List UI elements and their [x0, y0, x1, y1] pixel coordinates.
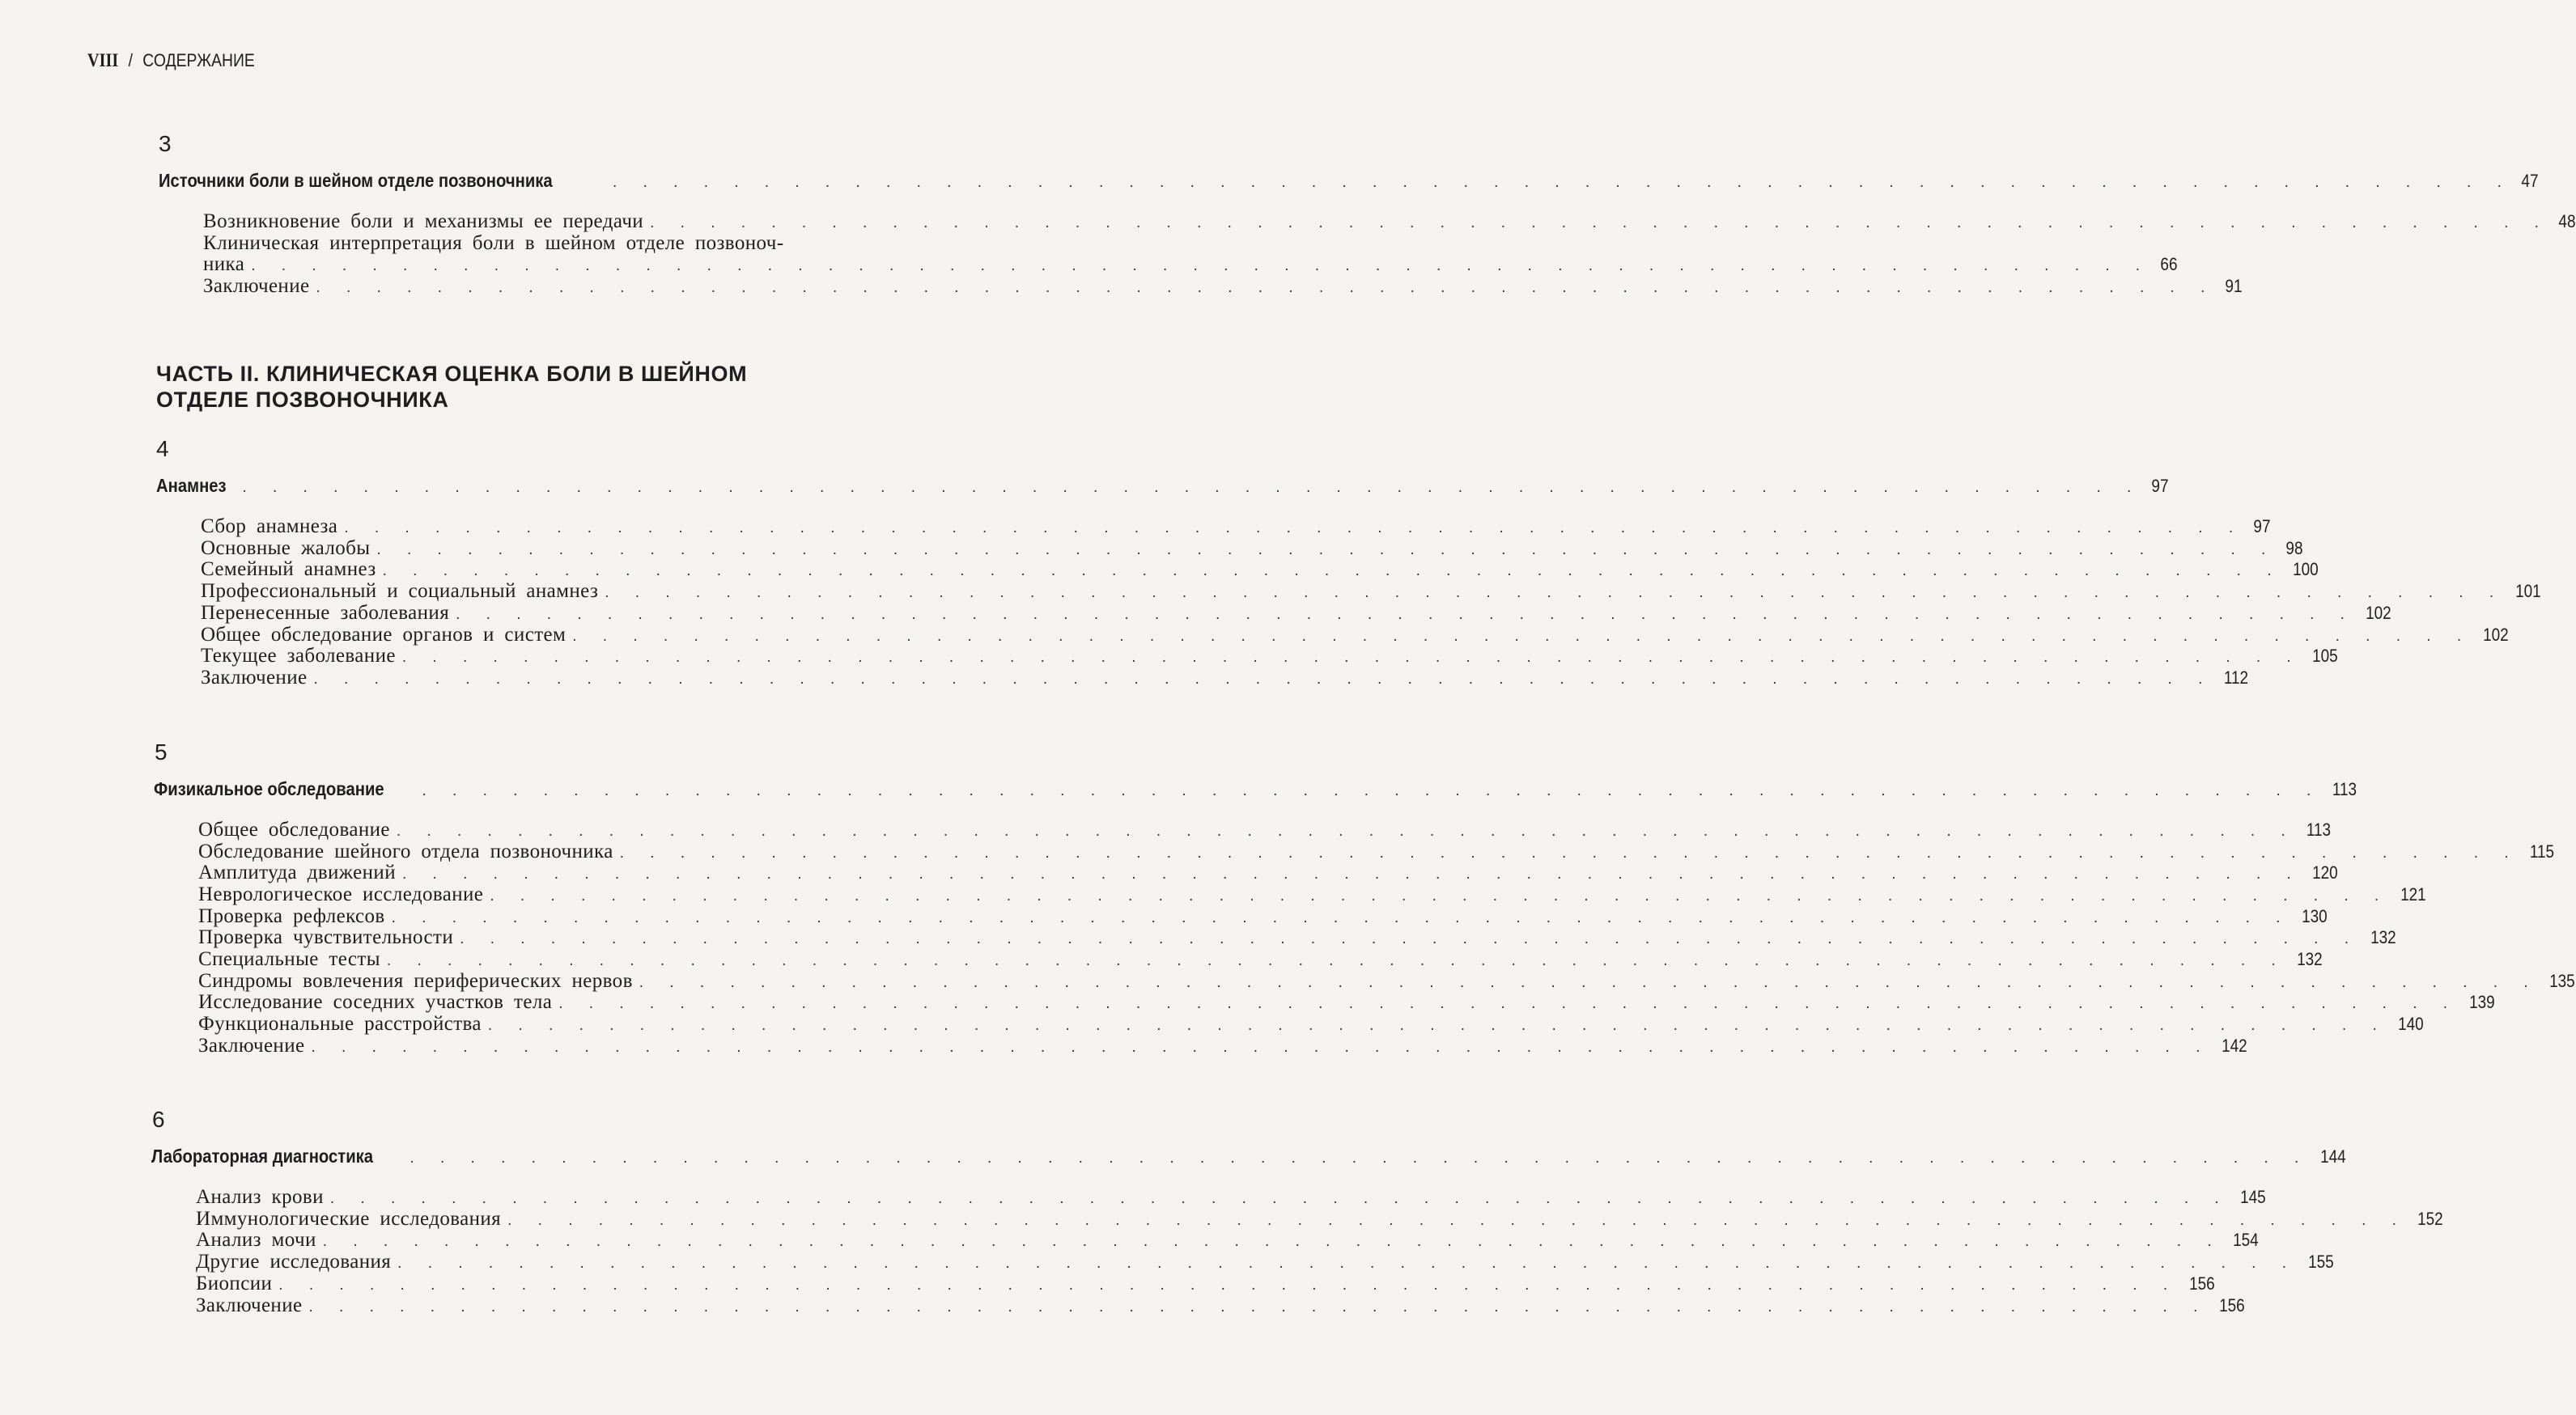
dot-leader: . . . . . . . . . . . . . . . . . . . . . . . . . . . . . . . . . . . . . . . . . . . . . . . . . . . . . . . . . . . . . . .	[572, 628, 2472, 645]
toc-entry-title: Исследование соседних участков тела	[198, 991, 553, 1013]
toc-entry[interactable]	[198, 926, 2396, 949]
dot-leader: . . . . . . . . . . . . . . . . . . . . . . . . . . . . . . . . . . . . . . . . . . . . . . . . . . . . . . . . . . . . . . .	[316, 279, 2216, 296]
dot-leader: . . . . . . . . . . . . . . . . . . . . . . . . . . . . . . . . . . . . . . . . . . . . . . . . . . . . . . . . . . . . . . .	[397, 1255, 2298, 1272]
toc-entry-title: Семейный анамнез	[201, 558, 376, 580]
dot-leader: . . . . . . . . . . . . . . . . . . . . . . . . . . . . . . . . . . . . . . . . . . . . . . . . . . . . . . . . . . . . . . .	[278, 1277, 2179, 1294]
toc-entry[interactable]	[203, 210, 2576, 233]
toc-entry-title: Неврологическое исследование	[198, 883, 484, 905]
toc-page-number: 102	[2482, 625, 2509, 645]
chapter-number: 3	[159, 131, 172, 156]
page-folio: VIII	[87, 50, 119, 70]
toc-entry[interactable]	[201, 667, 2248, 689]
toc-page-number: 130	[2302, 906, 2328, 926]
toc-page-number: 135	[2549, 971, 2575, 991]
toc-page-number: 139	[2468, 992, 2495, 1012]
toc-entry-title: Анализ мочи	[196, 1229, 316, 1251]
dot-leader: . . . . . . . . . . . . . . . . . . . . . . . . . . . . . . . . . . . . . . . . . . . . . . . . . . . . . . . . . . . . . . .	[401, 649, 2302, 666]
toc-entry-title: Иммунологические исследования	[196, 1208, 502, 1230]
toc-page-number: 91	[2225, 276, 2243, 296]
toc-chapter-entry[interactable]	[151, 1146, 2346, 1167]
toc-entry[interactable]	[198, 905, 2328, 928]
toc-entry[interactable]	[201, 645, 2338, 667]
dot-leader: . . . . . . . . . . . . . . . . . . . . . . . . . . . . . . . . . . . . . . . . . . . . . . . . . . . . . . . . . . . . . . .	[456, 606, 2356, 623]
toc-page-number: 66	[2160, 254, 2178, 274]
chapter-number: 4	[156, 436, 169, 461]
toc-page-number: 144	[2319, 1146, 2346, 1167]
toc-entry-title: Заключение	[203, 275, 310, 297]
dot-leader: . . . . . . . . . . . . . . . . . . . . . . . . . . . . . . . . . . . . . . . . . . . . . . . . . . . . . . . . . . . . . . .	[605, 584, 2505, 601]
toc-page-number: 132	[2297, 949, 2323, 969]
dot-leader: . . . . . . . . . . . . . . . . . . . . . . . . . . . . . . . . . . . . . . . . . . . . . . . . . . . . . . . . . . . . . . .	[401, 866, 2302, 883]
dot-leader: . . . . . . . . . . . . . . . . . . . . . . . . . . . . . . . . . . . . . . . . . . . . . . . . . . . . . . . . . . . . . . .	[639, 974, 2540, 991]
toc-entry-title: Заключение	[196, 1294, 303, 1316]
toc-entry[interactable]	[196, 1229, 2259, 1252]
dot-leader: . . . . . . . . . . . . . . . . . . . . . . . . . . . . . . . . . . . . . . . . . . . . . . . . . . . . . . . . . . . . . . .	[391, 909, 2291, 926]
toc-entry[interactable]	[196, 1273, 2215, 1295]
toc-entry-title-line1: Клиническая интерпретация боли в шейном отделе позвоноч-	[203, 232, 784, 254]
toc-entry-title: ника	[203, 253, 245, 275]
toc-entry-title: Профессиональный и социальный анамнез	[201, 580, 599, 602]
toc-entry-title: Сбор анамнеза	[201, 515, 338, 537]
toc-page-number: 121	[2400, 884, 2426, 904]
part-title-line: ОТДЕЛЕ ПОЗВОНОЧНИКА	[156, 388, 449, 412]
toc-entry-title: Заключение	[198, 1035, 305, 1057]
dot-leader: . . . . . . . . . . . . . . . . . . . . . . . . . . . . . . . . . . . . . . . . . . . . . . . . . . . . . . . . . . . . . . .	[487, 1017, 2388, 1034]
toc-entry[interactable]	[198, 841, 2555, 863]
toc-entry-title: Общее обследование	[198, 819, 390, 841]
toc-entry-title: Основные жалобы	[201, 537, 371, 559]
toc-entry[interactable]	[198, 991, 2495, 1014]
toc-page-number: 105	[2312, 646, 2338, 666]
dot-leader: . . . . . . . . . . . . . . . . . . . . . . . . . . . . . . . . . . . . . . . . . . . . . . . . . . . . . . . . . . . . . . .	[460, 930, 2360, 947]
toc-page-number: 156	[2219, 1295, 2245, 1315]
dot-leader: . . . . . . . . . . . . . . . . . . . . . . . . . . . . . . . . . . . . . . . . . . . . . . . . . . . . . . . . . . . . . . .	[242, 479, 2142, 496]
dot-leader: . . . . . . . . . . . . . . . . . . . . . . . . . . . . . . . . . . . . . . . . . . . . . . . . . . . . . . . . . . . . . . .	[613, 174, 2513, 191]
toc-entry[interactable]	[198, 948, 2323, 971]
toc-entry-title: Специальные тесты	[198, 948, 380, 970]
toc-entry[interactable]	[201, 580, 2541, 603]
toc-entry[interactable]	[201, 515, 2271, 538]
toc-page-number: 48	[2558, 211, 2576, 231]
toc-page-number: 97	[2151, 476, 2169, 496]
dot-leader: . . . . . . . . . . . . . . . . . . . . . . . . . . . . . . . . . . . . . . . . . . . . . . . . . . . . . . . . . . . . . . .	[410, 1150, 2310, 1167]
toc-entry-title: Заключение	[201, 667, 308, 688]
dot-leader: . . . . . . . . . . . . . . . . . . . . . . . . . . . . . . . . . . . . . . . . . . . . . . . . . . . . . . . . . . . . . . .	[311, 1039, 2211, 1056]
toc-page-number: 113	[2332, 779, 2357, 799]
dot-leader: . . . . . . . . . . . . . . . . . . . . . . . . . . . . . . . . . . . . . . . . . . . . . . . . . . . . . . . . . . . . . . .	[251, 257, 2151, 274]
toc-page-number: 142	[2222, 1036, 2247, 1056]
toc-chapter-entry[interactable]	[156, 475, 2169, 497]
toc-entry[interactable]	[198, 1013, 2424, 1036]
toc-entry[interactable]	[198, 1035, 2247, 1057]
toc-entry[interactable]	[196, 1251, 2334, 1273]
toc-entry[interactable]	[201, 537, 2303, 560]
dot-leader: . . . . . . . . . . . . . . . . . . . . . . . . . . . . . . . . . . . . . . . . . . . . . . . . . . . . . . . . . . . . . . .	[322, 1233, 2223, 1250]
toc-page-number: 101	[2514, 581, 2541, 601]
part-title-line: ЧАСТЬ II. КЛИНИЧЕСКАЯ ОЦЕНКА БОЛИ В ШЕЙНОМ	[156, 362, 748, 386]
running-head	[87, 50, 255, 71]
chapter-number: 6	[152, 1107, 165, 1132]
toc-page-number: 120	[2312, 862, 2339, 883]
dot-leader: . . . . . . . . . . . . . . . . . . . . . . . . . . . . . . . . . . . . . . . . . . . . . . . . . . . . . . . . . . . . . . .	[558, 995, 2459, 1012]
dot-leader: . . . . . . . . . . . . . . . . . . . . . . . . . . . . . . . . . . . . . . . . . . . . . . . . . . . . . . . . . . . . . . .	[308, 1298, 2209, 1315]
toc-page-number: 152	[2417, 1209, 2444, 1229]
dot-leader: . . . . . . . . . . . . . . . . . . . . . . . . . . . . . . . . . . . . . . . . . . . . . . . . . . . . . . . . . . . . . . .	[382, 562, 2282, 579]
toc-page-number: 154	[2233, 1230, 2259, 1250]
dot-leader: . . . . . . . . . . . . . . . . . . . . . . . . . . . . . . . . . . . . . . . . . . . . . . . . . . . . . . . . . . . . . . .	[344, 519, 2244, 536]
toc-page-number: 155	[2307, 1252, 2334, 1272]
toc-page-number: 98	[2285, 538, 2303, 558]
toc-entry[interactable]	[196, 1186, 2266, 1209]
toc-chapter-entry[interactable]	[154, 778, 2357, 800]
toc-chapter-title: Анамнез	[156, 475, 227, 496]
dot-leader: . . . . . . . . . . . . . . . . . . . . . . . . . . . . . . . . . . . . . . . . . . . . . . . . . . . . . . . . . . . . . . .	[329, 1190, 2230, 1207]
toc-page-number: 113	[2307, 820, 2332, 840]
toc-page-number: 112	[2223, 667, 2248, 688]
part-title	[156, 361, 747, 413]
toc-entry[interactable]	[201, 602, 2392, 625]
toc-page-number: 100	[2293, 559, 2319, 579]
dot-leader: . . . . . . . . . . . . . . . . . . . . . . . . . . . . . . . . . . . . . . . . . . . . . . . . . . . . . . . . . . . . . . .	[422, 782, 2322, 799]
toc-page-number: 97	[2253, 516, 2271, 536]
toc-page-number: 156	[2188, 1273, 2215, 1294]
dot-leader: . . . . . . . . . . . . . . . . . . . . . . . . . . . . . . . . . . . . . . . . . . . . . . . . . . . . . . . . . . . . . . .	[490, 888, 2390, 904]
toc-entry-title: Синдромы вовлечения периферических нервов	[198, 970, 633, 992]
toc-entry-title: Анализ крови	[196, 1186, 324, 1208]
toc-entry[interactable]	[201, 624, 2509, 646]
toc-page-number: 140	[2398, 1014, 2424, 1034]
toc-chapter-title: Лабораторная диагностика	[151, 1146, 374, 1167]
toc-entry-title: Общее обследование органов и систем	[201, 624, 567, 646]
toc-entry-title: Проверка чувствительности	[198, 926, 454, 948]
dot-leader: . . . . . . . . . . . . . . . . . . . . . . . . . . . . . . . . . . . . . . . . . . . . . . . . . . . . . . . . . . . . . . .	[650, 214, 2550, 231]
toc-entry[interactable]	[196, 1208, 2444, 1231]
toc-entry-title: Обследование шейного отдела позвоночника	[198, 841, 613, 862]
toc-entry[interactable]	[198, 883, 2426, 906]
toc-entry[interactable]	[203, 275, 2243, 298]
toc-entry[interactable]	[203, 253, 2178, 276]
toc-entry-title: Возникновение боли и механизмы ее передачи	[203, 210, 644, 232]
toc-chapter-title: Физикальное обследование	[154, 778, 384, 799]
toc-page-number: 132	[2370, 927, 2396, 947]
toc-entry-title: Другие исследования	[196, 1251, 392, 1273]
running-head-section: СОДЕРЖАНИЕ	[142, 50, 255, 70]
toc-entry[interactable]	[198, 970, 2575, 993]
running-head-separator: /	[128, 50, 133, 70]
dot-leader: . . . . . . . . . . . . . . . . . . . . . . . . . . . . . . . . . . . . . . . . . . . . . . . . . . . . . . . . . . . . . . .	[313, 671, 2213, 688]
chapter-number: 5	[155, 739, 168, 765]
toc-entry[interactable]	[198, 819, 2332, 841]
toc-page-number: 145	[2240, 1187, 2266, 1207]
toc-entry-title: Текущее заболевание	[201, 645, 396, 667]
toc-entry-title: Перенесенные заболевания	[201, 602, 450, 624]
dot-leader: . . . . . . . . . . . . . . . . . . . . . . . . . . . . . . . . . . . . . . . . . . . . . . . . . . . . . . . . . . . . . . .	[386, 952, 2287, 969]
toc-entry[interactable]	[196, 1294, 2245, 1317]
toc-page-number: 102	[2366, 603, 2392, 623]
toc-chapter-title: Источники боли в шейном отделе позвоночника	[159, 170, 553, 191]
toc-page-number: 47	[2521, 171, 2539, 191]
toc-entry-title: Амплитуда движений	[198, 862, 396, 883]
toc-entry[interactable]	[201, 558, 2319, 581]
dot-leader: . . . . . . . . . . . . . . . . . . . . . . . . . . . . . . . . . . . . . . . . . . . . . . . . . . . . . . . . . . . . . . .	[619, 845, 2520, 862]
toc-entry-title: Проверка рефлексов	[198, 905, 385, 927]
toc-entry[interactable]	[198, 862, 2339, 884]
toc-page-number: 115	[2529, 841, 2555, 862]
toc-entry-title: Биопсии	[196, 1273, 273, 1294]
dot-leader: . . . . . . . . . . . . . . . . . . . . . . . . . . . . . . . . . . . . . . . . . . . . . . . . . . . . . . . . . . . . . . .	[376, 541, 2277, 558]
toc-chapter-entry[interactable]	[159, 170, 2539, 192]
dot-leader: . . . . . . . . . . . . . . . . . . . . . . . . . . . . . . . . . . . . . . . . . . . . . . . . . . . . . . . . . . . . . . .	[396, 823, 2297, 840]
dot-leader: . . . . . . . . . . . . . . . . . . . . . . . . . . . . . . . . . . . . . . . . . . . . . . . . . . . . . . . . . . . . . . .	[507, 1212, 2408, 1229]
toc-entry-title: Функциональные расстройства	[198, 1013, 482, 1035]
